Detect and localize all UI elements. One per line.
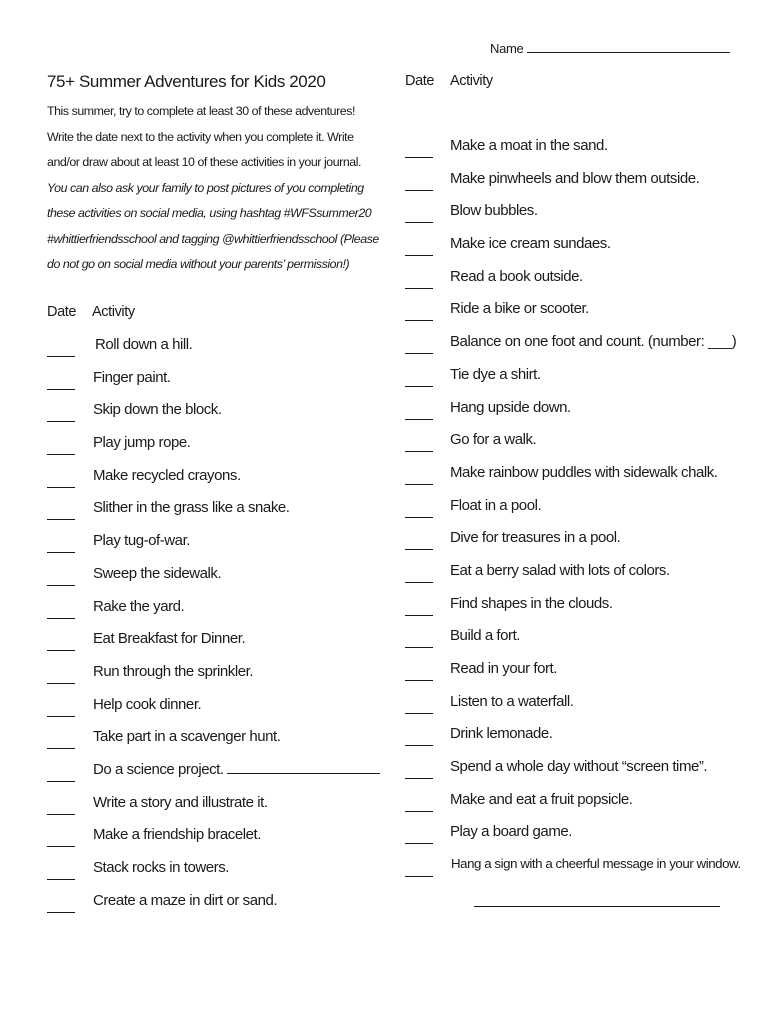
intro-plain-text: This summer, try to complete at least 30 of these adventures! Write the date next to the activity when you complete it. Write and/or draw about at least 10 of these activities in your journal. [47, 104, 361, 169]
activity-text: Build a fort. [450, 627, 521, 645]
date-blank-line [405, 615, 433, 616]
activity-text: Take part in a scavenger hunt. [93, 728, 281, 746]
activity-text: Do a science project. [93, 761, 380, 778]
activity-text: Make recycled crayons. [93, 466, 241, 484]
activity-text: Ride a bike or scooter. [450, 300, 589, 318]
date-blank-line [47, 519, 75, 520]
intro-paragraph [47, 99, 379, 278]
activity-text: Help cook dinner. [93, 695, 202, 713]
date-blank-line [405, 157, 433, 158]
date-blank-line [405, 876, 433, 877]
activity-text: Hang a sign with a cheerful message in your window. [451, 856, 741, 872]
activity-text: Play a board game. [450, 823, 572, 841]
date-blank-line [405, 811, 433, 812]
activity-text: Float in a pool. [450, 496, 542, 514]
date-blank-line [47, 356, 75, 357]
date-blank-line [47, 618, 75, 619]
activity-text: Stack rocks in towers. [93, 859, 229, 876]
date-blank-line [405, 222, 433, 223]
activity-text: Make a friendship bracelet. [93, 826, 261, 844]
activity-text: Create a maze in dirt or sand. [93, 891, 278, 909]
date-blank-line [405, 353, 433, 354]
activity-text: Make a moat in the sand. [450, 137, 608, 154]
date-blank-line [47, 814, 75, 815]
activity-text: Spend a whole day without “screen time”. [450, 758, 708, 776]
project-blank-line [227, 761, 380, 774]
activity-text: Skip down the block. [93, 401, 222, 419]
activity-text: Eat Breakfast for Dinner. [93, 630, 246, 648]
activity-text: Play tug-of-war. [93, 532, 191, 550]
activity-text: Read in your fort. [450, 660, 557, 677]
activity-text: Roll down a hill. [95, 336, 193, 353]
date-blank-line [405, 451, 433, 452]
date-blank-line [405, 320, 433, 321]
activity-text: Listen to a waterfall. [450, 692, 574, 710]
date-blank-line [405, 386, 433, 387]
activity-text: Sweep the sidewalk. [93, 564, 222, 582]
date-blank-line [405, 419, 433, 420]
activity-text: Blow bubbles. [450, 202, 538, 220]
date-blank-line [405, 778, 433, 779]
activity-text: Write a story and illustrate it. [93, 793, 268, 811]
date-blank-line [405, 549, 433, 550]
activity-text: Balance on one foot and count. (number: ___) [450, 333, 737, 351]
name-field [490, 40, 730, 56]
date-blank-line [47, 879, 75, 880]
intro-italic-text: You can also ask your family to post pictures of you completing these activities on social media, using hashtag #WFSsummer20 #whittierfriendsschool and tagging @whittierfriendsschool (Please do not go on social media without your parents’ permission!) [47, 180, 379, 271]
date-blank-line [405, 288, 433, 289]
page-title: 75+ Summer Adventures for Kids 2020 [47, 72, 326, 91]
activity-text: Run through the sprinkler. [93, 662, 254, 680]
date-blank-line [47, 389, 75, 390]
date-blank-line [47, 846, 75, 847]
activity-text: Slither in the grass like a snake. [93, 499, 290, 517]
activity-text: Find shapes in the clouds. [450, 594, 613, 612]
date-blank-line [47, 585, 75, 586]
extra-blank-line [474, 906, 720, 907]
date-blank-line [405, 255, 433, 256]
activity-text: Rake the yard. [93, 597, 185, 615]
date-blank-line [47, 781, 75, 782]
date-blank-line [405, 647, 433, 648]
date-blank-line [47, 454, 75, 455]
date-blank-line [405, 713, 433, 714]
date-blank-line [405, 484, 433, 485]
right-activity-header: Activity [450, 73, 493, 89]
right-date-header: Date [405, 73, 435, 89]
activity-text: Read a book outside. [450, 267, 583, 285]
date-blank-line [405, 745, 433, 746]
activity-text: Tie dye a shirt. [450, 365, 541, 383]
activity-text: Play jump rope. [93, 434, 191, 452]
date-blank-line [47, 487, 75, 488]
activity-text: Drink lemonade. [450, 725, 553, 743]
activity-text: Make and eat a fruit popsicle. [450, 790, 633, 808]
name-label: Name [490, 41, 524, 56]
date-blank-line [405, 517, 433, 518]
date-blank-line [405, 843, 433, 844]
activity-text: Finger paint. [93, 368, 171, 386]
date-blank-line [405, 190, 433, 191]
activity-text: Eat a berry salad with lots of colors. [450, 561, 670, 579]
date-blank-line [47, 716, 75, 717]
date-blank-line [47, 748, 75, 749]
date-blank-line [47, 912, 75, 913]
date-blank-line [47, 552, 75, 553]
activity-text: Hang upside down. [450, 398, 571, 416]
date-blank-line [47, 650, 75, 651]
date-blank-line [405, 680, 433, 681]
date-blank-line [47, 421, 75, 422]
name-blank-line [527, 40, 730, 53]
date-blank-line [405, 582, 433, 583]
activity-text: Go for a walk. [450, 431, 537, 449]
left-date-header: Date [47, 304, 77, 320]
date-blank-line [47, 683, 75, 684]
activity-text: Dive for treasures in a pool. [450, 529, 621, 547]
activity-text: Make pinwheels and blow them outside. [450, 169, 700, 187]
activity-text: Make rainbow puddles with sidewalk chalk. [450, 463, 718, 481]
activity-text: Make ice cream sundaes. [450, 235, 611, 253]
left-activity-header: Activity [92, 304, 135, 320]
